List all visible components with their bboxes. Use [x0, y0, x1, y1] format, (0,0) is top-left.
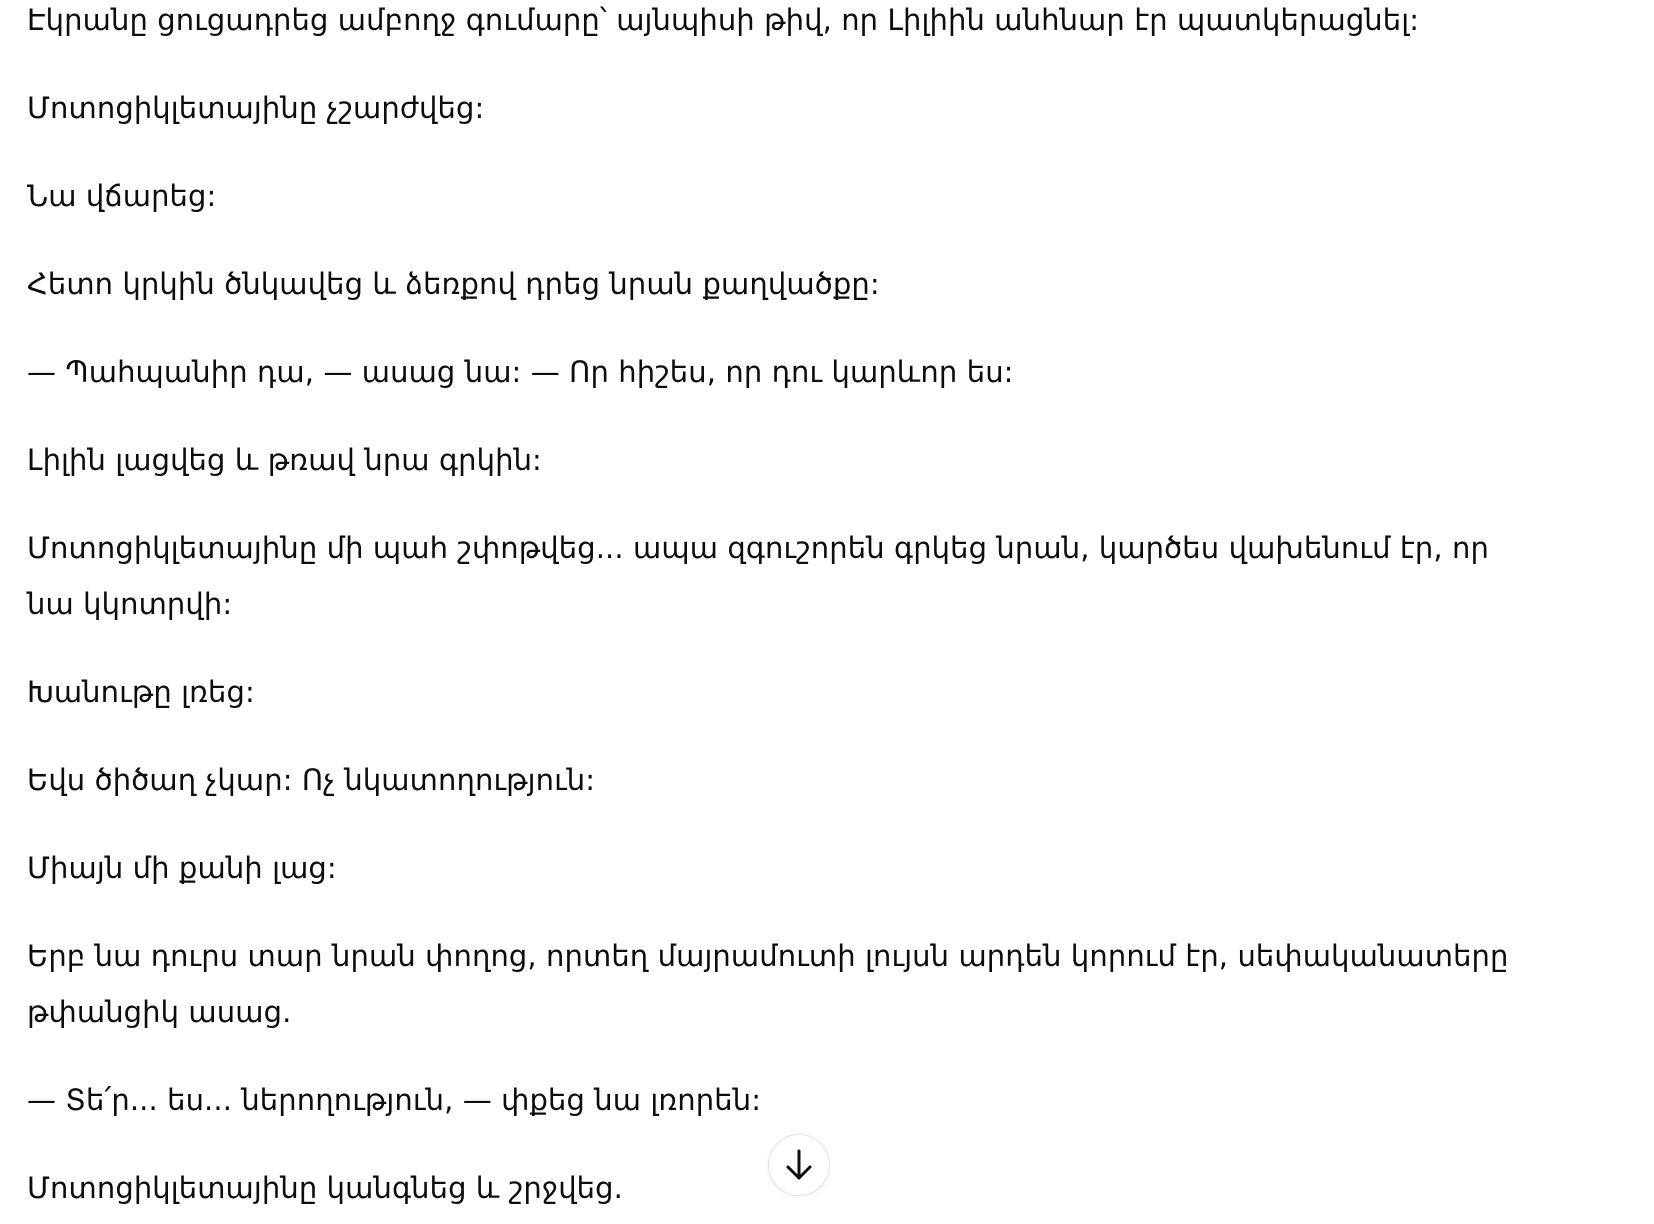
- paragraph: Լիլին լացվեց և թռավ նրա գրկին:: [27, 443, 542, 477]
- paragraph: Մոտոցիկլետայինը կանգնեց և շրջվեց.: [27, 1171, 623, 1205]
- paragraph: Էկրանը ցուցադրեց ամբողջ գումարը՝ այնպիսի թիվ, որ Լիլիին անհնար էր պատկերացնել:: [27, 3, 1420, 37]
- paragraph: Խանութը լռեց:: [27, 675, 255, 709]
- paragraph: Միայն մի քանի լաց:: [27, 851, 337, 885]
- paragraph: — Տե՛ր... ես... ներողություն, — փքեց նա լռորեն:: [27, 1083, 762, 1117]
- paragraph: Եվս ծիծաղ չկար: Ոչ նկատողություն:: [27, 763, 596, 797]
- paragraph: Մոտոցիկլետայինը մի պահ շփոթվեց... ապա զգուշորեն գրկեց նրան, կարծես վախենում էր, որ նա կկոտրվի:: [27, 531, 1489, 621]
- paragraph: Նա վճարեց:: [27, 179, 217, 213]
- arrow-down-icon: [784, 1148, 814, 1182]
- paragraph: Հետո կրկին ծնկավեց և ձեռքով դրեց նրան քաղվածքը:: [27, 267, 880, 301]
- paragraph: Մոտոցիկլետայինը չշարժվեց:: [27, 91, 485, 125]
- paragraph: Երբ նա դուրս տար նրան փողոց, որտեղ մայրամուտի լույսն արդեն կորում էր, սեփականատերը թփանցիկ ասաց.: [27, 939, 1509, 1029]
- paragraph: — Պահպանիր դա, — ասաց նա: — Որ հիշես, որ դու կարևոր ես:: [27, 355, 1014, 389]
- scroll-to-bottom-button[interactable]: [768, 1134, 830, 1196]
